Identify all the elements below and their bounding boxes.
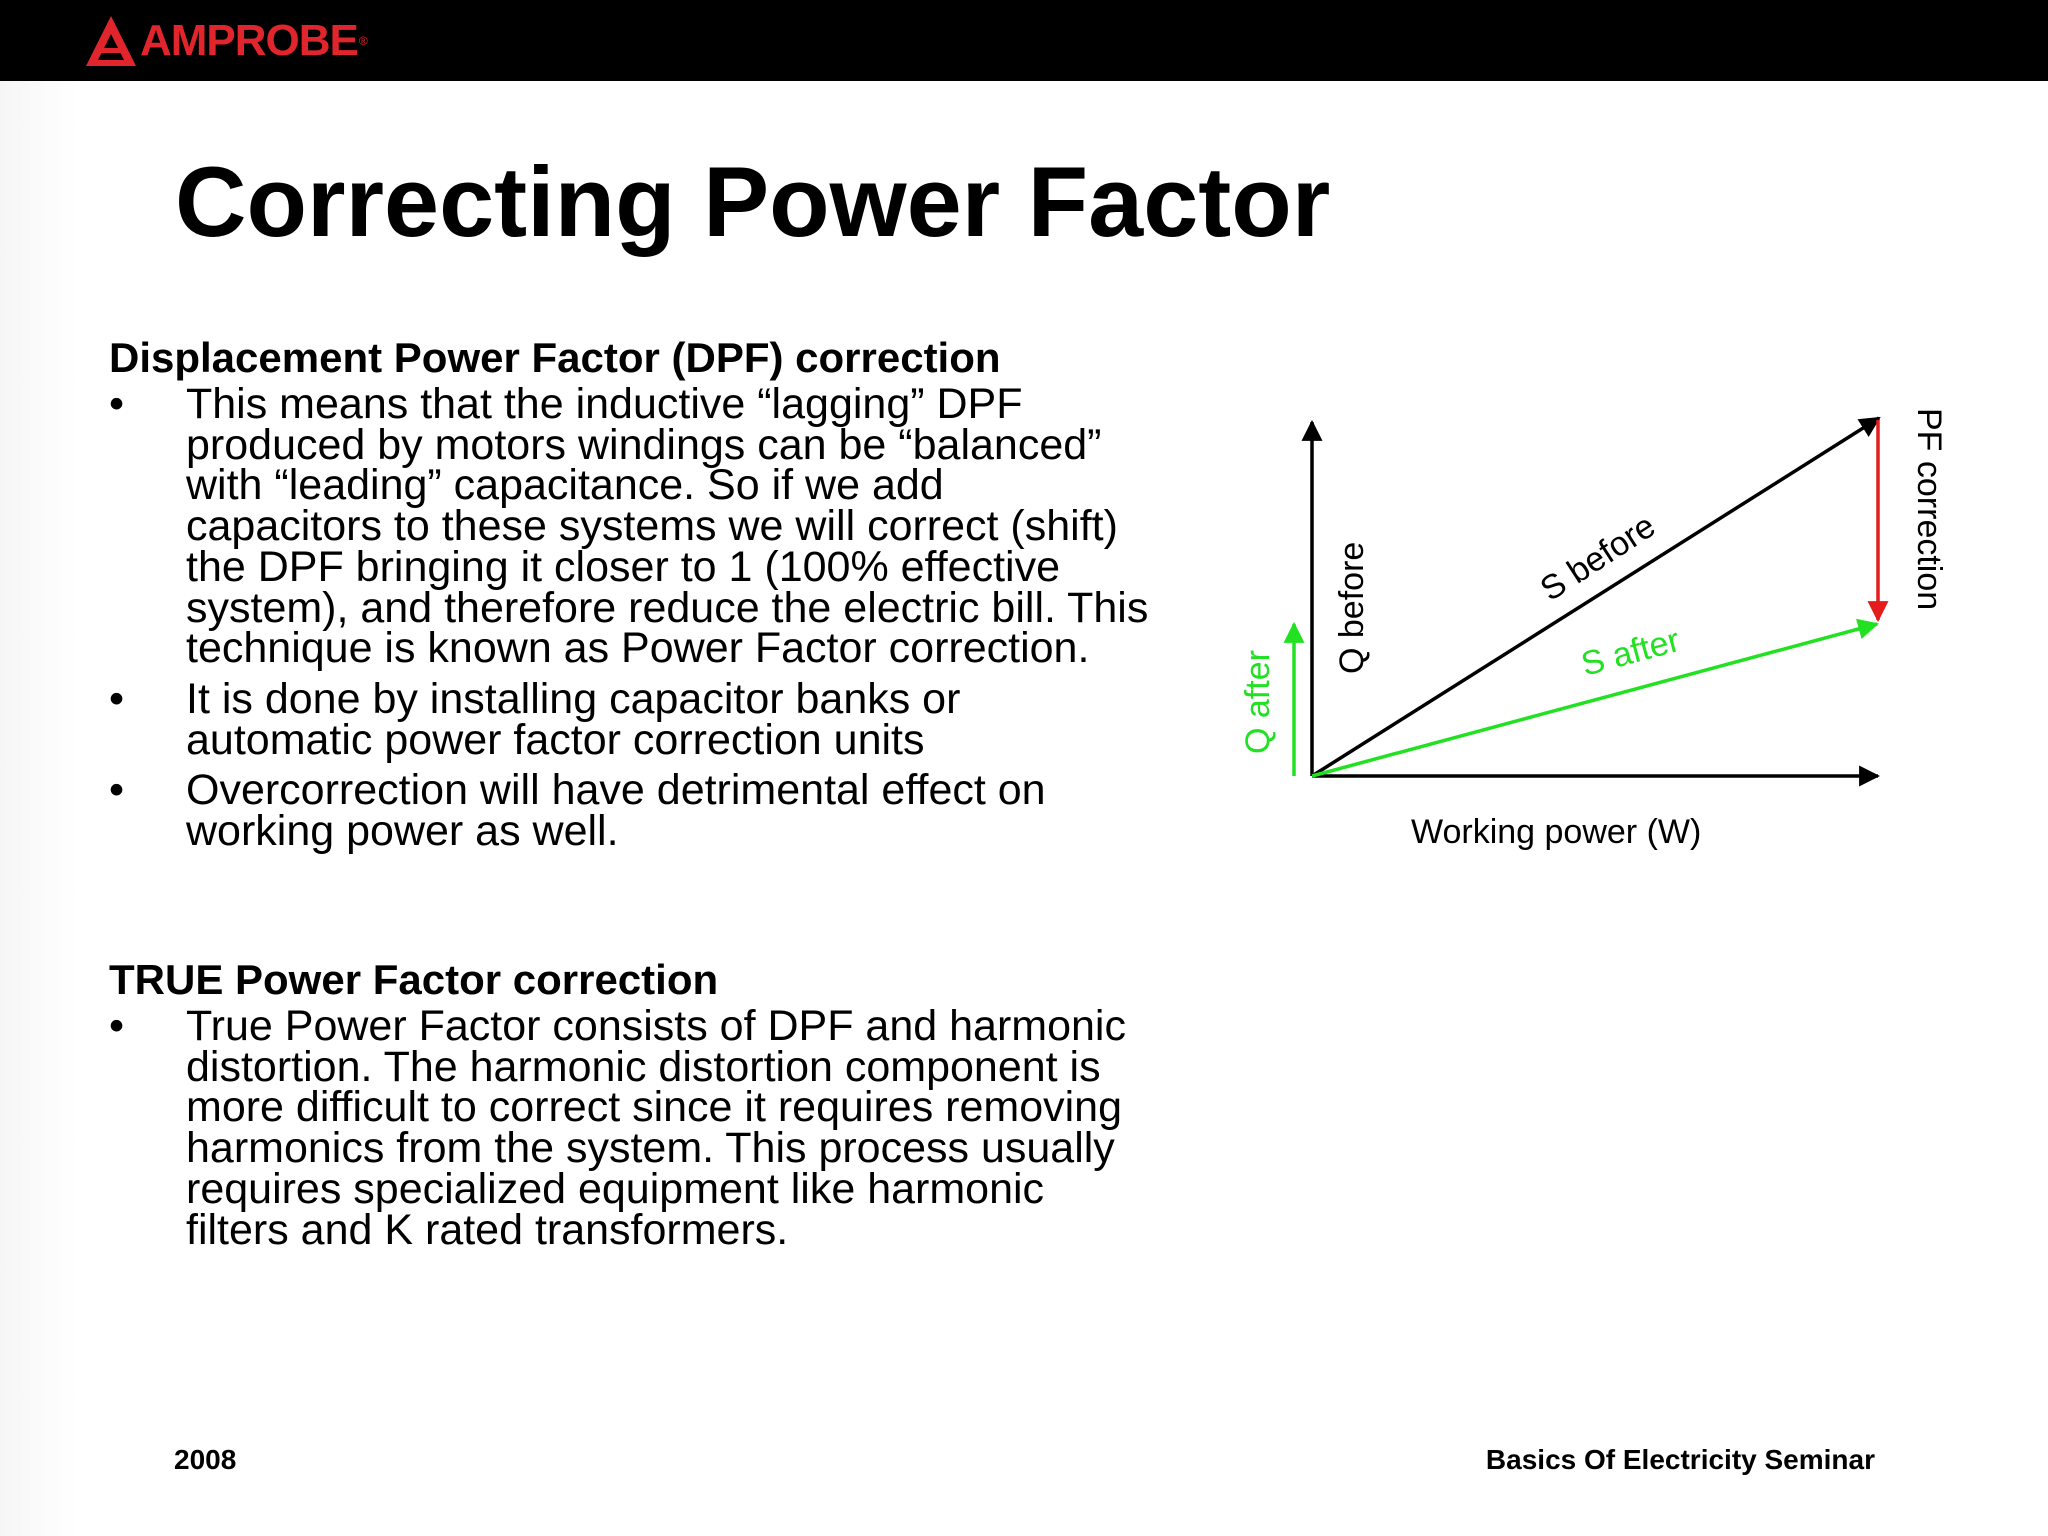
s-after-label: S after (1577, 621, 1684, 684)
bullet-text: True Power Factor consists of DPF and harmonic distortion. The harmonic distortion component is more difficult to correct since it requires removing harmonics from the system. This process usually requires specialized equipment like harmonic filters and K rated transformers. (186, 1002, 1126, 1254)
logo-registered-mark: ® (358, 34, 368, 48)
section-heading: Displacement Power Factor (DPF) correction (109, 334, 1001, 381)
logo-text: AMPROBE (140, 16, 358, 65)
bullet-glyph: • (109, 766, 125, 815)
footer-seminar: Basics Of Electricity Seminar (1485, 1444, 1875, 1475)
bullet-item (109, 1002, 1149, 1254)
q-before-label: Q before (1333, 541, 1371, 674)
amprobe-triangle-logo-icon (84, 14, 138, 68)
s-before-label: S before (1533, 506, 1663, 609)
section-true-pf (109, 956, 1149, 1254)
bullet-text: It is done by installing capacitor banks or automatic power factor correction units (186, 674, 961, 764)
bullet-item (109, 766, 1149, 856)
x-axis-label: Working power (W) (1411, 813, 1702, 851)
header-bar (0, 0, 2048, 81)
section-dpf (109, 334, 1149, 856)
power-triangle-diagram (1180, 380, 2040, 900)
bullet-glyph: • (109, 1002, 125, 1050)
bullet-glyph: • (109, 380, 125, 428)
footer-year: 2008 (174, 1444, 237, 1475)
left-margin-shade (0, 81, 78, 1536)
slide-title: Correcting Power Factor (175, 146, 1331, 257)
bullet-glyph: • (109, 674, 125, 723)
q-after-label: Q after (1239, 650, 1277, 754)
bullet-item (109, 380, 1149, 673)
bullet-list (109, 1002, 1149, 1254)
bullet-text: This means that the inductive “lagging” DPF produced by motors windings can be “balanced” with “leading” capacitance. So if we add capacitors to these systems we will correct (shift) the DPF bringing it closer to 1 (100% effective system), and therefore reduce the electric bill. This technique is known as Power Factor correction. (186, 380, 1149, 673)
bullet-list (109, 380, 1149, 856)
s-before-vector (1312, 418, 1879, 776)
pf-correction-label: PF correction (1910, 408, 1948, 611)
bullet-text: Overcorrection will have detrimental effect on working power as well. (186, 766, 1046, 856)
section-heading: TRUE Power Factor correction (109, 956, 719, 1003)
bullet-item (109, 674, 1149, 764)
amprobe-logo (84, 14, 368, 68)
